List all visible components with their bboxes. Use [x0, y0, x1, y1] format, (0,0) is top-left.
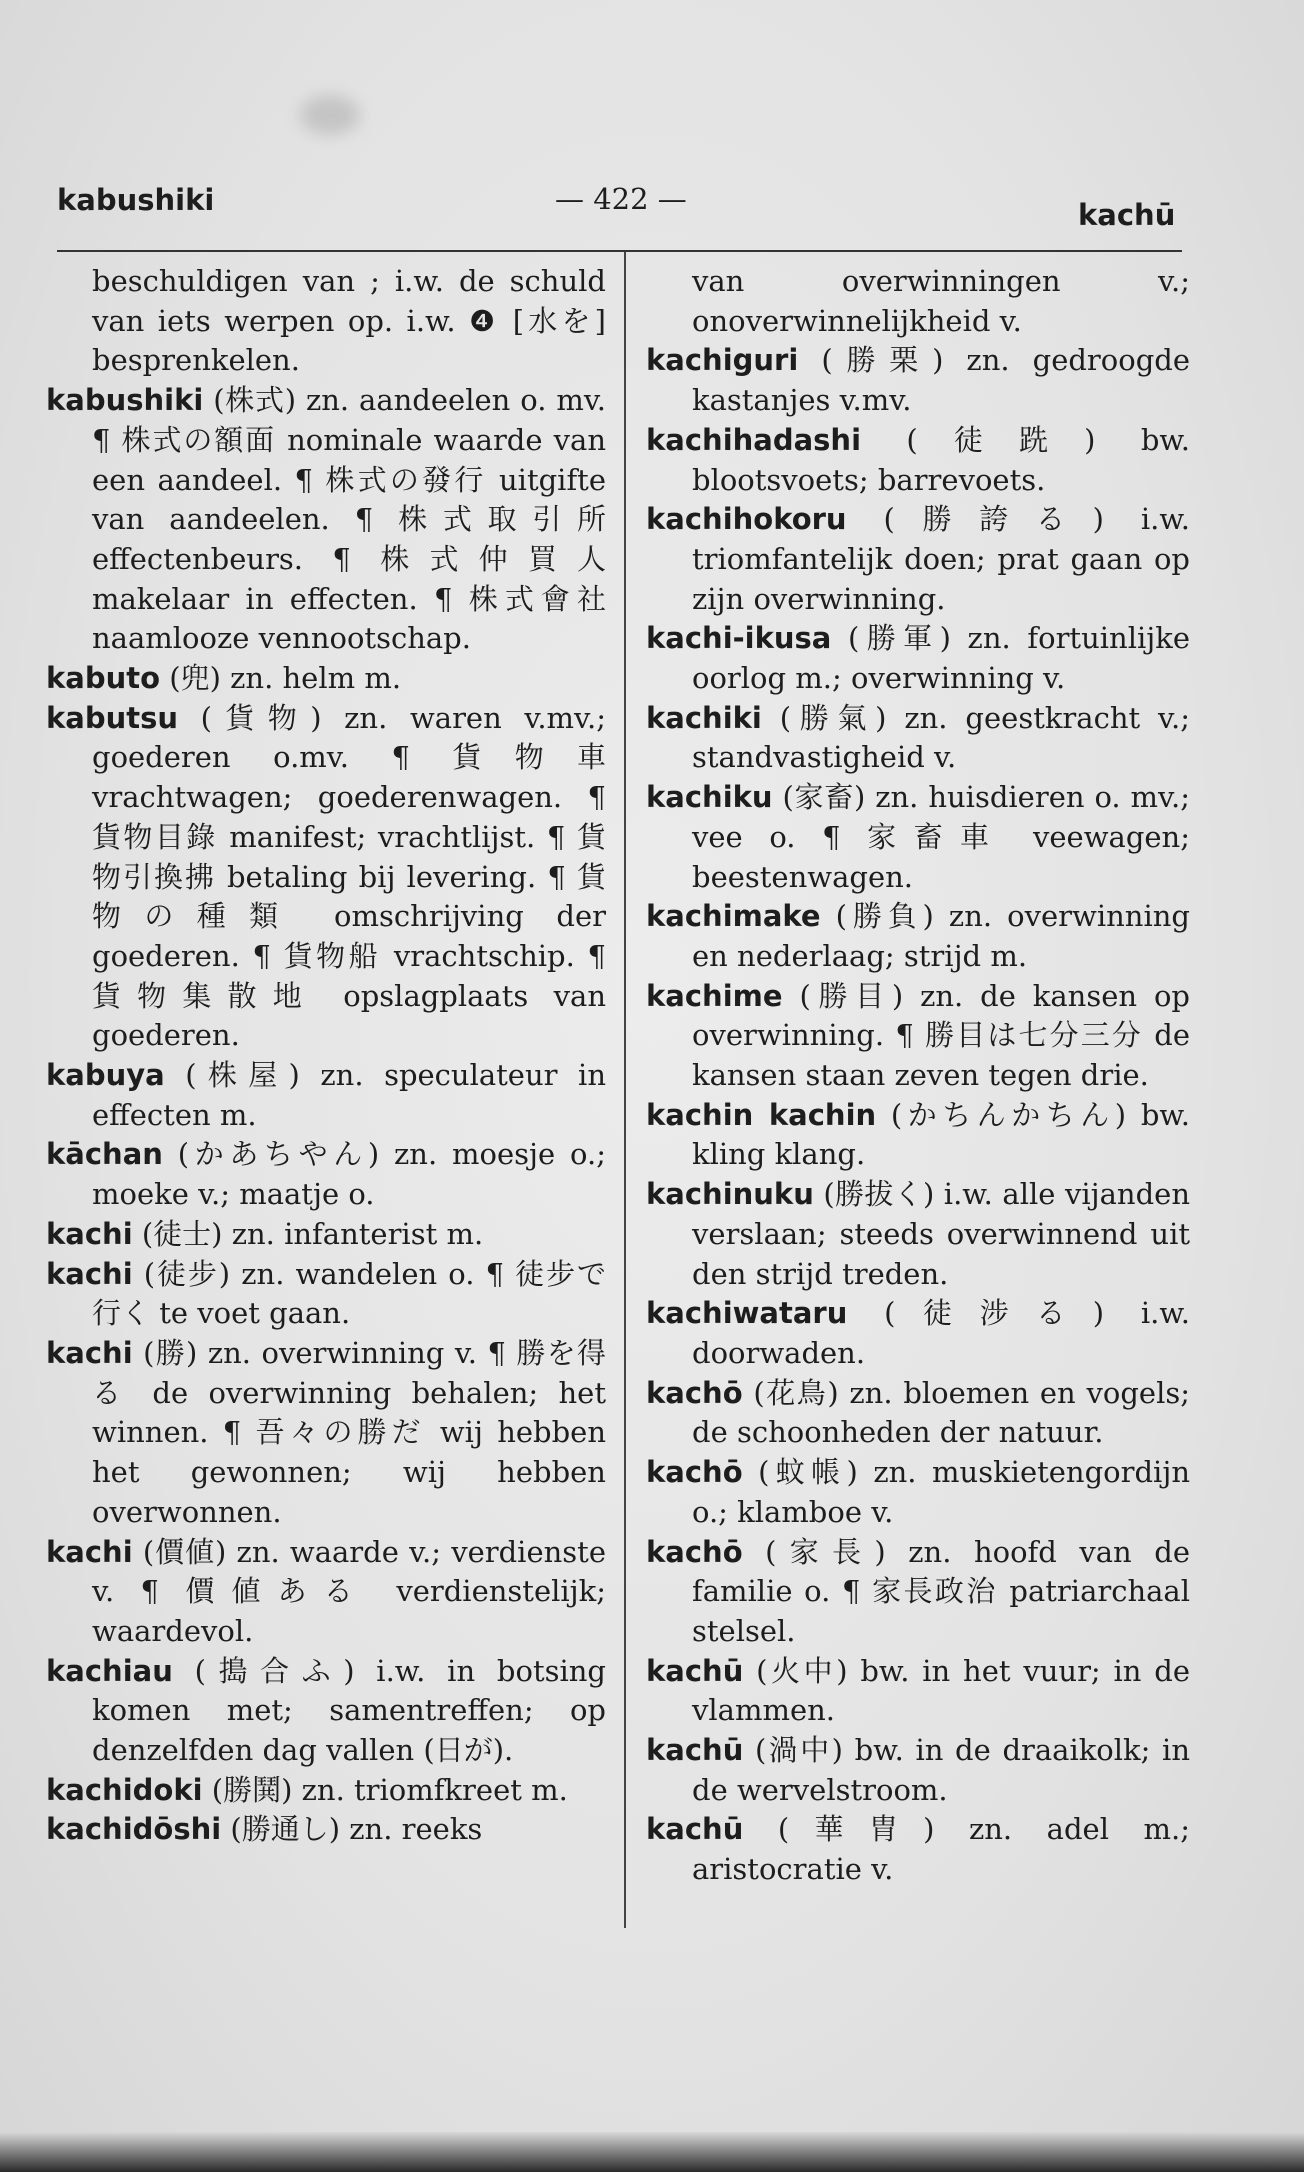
entry-text: (勝通し) zn. reeks: [221, 1812, 483, 1847]
headword: kachō: [646, 1375, 743, 1410]
dictionary-entry: [646, 500, 1190, 619]
dictionary-entry: [646, 341, 1190, 420]
dictionary-entry: [646, 1175, 1190, 1294]
headword: kachū: [646, 1653, 744, 1688]
dictionary-entry: [46, 262, 606, 381]
entry-text: (勝目) zn. de kansen op overwinning. ¶ 勝目は七分三分 de kansen staan zeven tegen drie.: [692, 978, 1190, 1093]
headword: kachiku: [646, 780, 773, 815]
headword: kachiki: [646, 700, 762, 735]
entry-text: (勝拔く) i.w. alle vijanden verslaan; steeds overwinnend uit den strijd treden.: [692, 1177, 1190, 1291]
page-bottom-shadow: [0, 2132, 1304, 2172]
headword: kachiguri: [646, 343, 799, 378]
entry-text: (家畜) zn. huisdieren o. mv.; vee o. ¶ 家畜車 veewagen; beestenwagen.: [692, 780, 1190, 894]
entry-text: (徒步) zn. wandelen o. ¶ 徒步で行く te voet gaan.: [92, 1256, 606, 1331]
entry-text: (貨物) zn. waren v.mv.; goederen o.mv. ¶ 貨物車 vrachtwagen; goederenwagen. ¶ 貨物目錄 manifest; vrachtlijst. ¶ 貨物引換拂 betaling bij levering. ¶ 貨物の種類 omschrijving der goederen. ¶ 貨物船 vrachtschip. ¶ 貨物集散地 opslagplaats van goederen.: [92, 700, 606, 1053]
dictionary-entry: [46, 1135, 606, 1214]
dictionary-entry: [646, 421, 1190, 500]
headword: kachiwataru: [646, 1296, 848, 1331]
header-right-guideword: kachū: [1078, 198, 1176, 232]
entry-text: (兜) zn. helm m.: [160, 661, 402, 696]
entry-text: (かちんかちん) bw. kling klang.: [692, 1097, 1190, 1172]
headword: kabushiki: [46, 383, 204, 418]
entry-text: (家長) zn. hoofd van de familie o. ¶ 家長政治 patriarchaal stelsel.: [692, 1534, 1190, 1648]
entry-text: (華胄) zn. adel m.; aristocratie v.: [692, 1812, 1190, 1887]
headword: kachime: [646, 978, 783, 1013]
entry-text: (價値) zn. waarde v.; verdienste v. ¶ 價値ある verdienstelijk; waardevol.: [92, 1534, 606, 1648]
headword: kabutsu: [46, 700, 179, 735]
headword: kachidōshi: [46, 1812, 222, 1847]
dictionary-entry: [646, 897, 1190, 976]
entry-text: (かあちやん) zn. moesje o.; moeke v.; maatje o.: [92, 1137, 606, 1212]
entry-text: (火中) bw. in het vuur; in de vlammen.: [692, 1653, 1190, 1728]
headword: kachū: [646, 1812, 744, 1847]
headword: kachihokoru: [646, 502, 847, 537]
dictionary-entry: [646, 699, 1190, 778]
dictionary-entry: [646, 1453, 1190, 1532]
page-number: — 422 —: [555, 182, 687, 216]
dictionary-entry: [46, 1215, 606, 1255]
dictionary-entry: [46, 659, 606, 699]
entry-text: (蚊帳) zn. muskietengordijn o.; klamboe v.: [692, 1455, 1190, 1529]
headword: kachū: [646, 1733, 744, 1768]
headword: kachihadashi: [646, 422, 862, 457]
right-column: [646, 262, 1190, 1890]
dictionary-entry: [646, 1374, 1190, 1453]
headword: kachinuku: [646, 1177, 814, 1212]
entry-text: (徒士) zn. infanterist m.: [132, 1216, 484, 1251]
headword: kabuya: [46, 1058, 165, 1093]
dictionary-entry: [646, 262, 1190, 341]
dictionary-entry: [46, 1533, 606, 1652]
entry-text: (花鳥) zn. bloemen en vogels; de schoonheden der natuur.: [692, 1375, 1190, 1450]
headword: kachō: [646, 1534, 743, 1569]
header-rule: [57, 250, 1182, 252]
dictionary-entry: [46, 381, 606, 659]
headword: kachō: [646, 1455, 743, 1490]
entry-text: (渦中) bw. in de draaikolk; in de wervelstroom.: [692, 1733, 1190, 1807]
headword: kachi: [46, 1335, 133, 1370]
dictionary-entry: [46, 1056, 606, 1135]
entry-text: (勝氣) zn. geestkracht v.; standvastigheid v.: [692, 700, 1190, 775]
entry-text: (勝誇る) i.w. triomfantelijk doen; prat gaan op zijn overwinning.: [692, 502, 1190, 616]
dictionary-entry: [46, 1771, 606, 1811]
headword: kachiau: [46, 1653, 173, 1688]
entry-text: (株式) zn. aandeelen o. mv. ¶ 株式の額面 nominale waarde van een aandeel. ¶ 株式の發行 uitgifte van aandeelen. ¶ 株式取引所 effectenbeurs. ¶ 株式仲買人 makelaar in effecten. ¶ 株式會社 naamlooze vennootschap.: [92, 383, 606, 656]
dictionary-entry: [646, 1533, 1190, 1652]
dictionary-entry: [46, 1334, 606, 1533]
entry-text: beschuldigen van ; i.w. de schuld van iets werpen op. i.w. ❹ [水を] besprenkelen.: [92, 264, 606, 378]
entry-text: van overwinningen v.; onoverwinnelijkheid v.: [692, 264, 1190, 338]
dictionary-entry: [646, 1731, 1190, 1810]
entry-text: (搗合ふ) i.w. in botsing komen met; samentreffen; op denzelfden dag vallen (日が).: [92, 1653, 606, 1768]
dictionary-entry: [646, 1810, 1190, 1889]
headword: kachimake: [646, 899, 821, 934]
column-divider: [624, 252, 626, 1928]
dictionary-entry: [646, 778, 1190, 897]
headword: kachin kachin: [646, 1097, 877, 1132]
headword: kachi: [46, 1216, 133, 1251]
dictionary-entry: [46, 699, 606, 1056]
entry-text: (勝栗) zn. gedroogde kastanjes v.mv.: [692, 343, 1190, 418]
entry-text: (勝) zn. overwinning v. ¶ 勝を得る de overwinning behalen; het winnen. ¶ 吾々の勝だ wij hebben het gewonnen; wij hebben overwonnen.: [92, 1335, 606, 1529]
headword: kachi: [46, 1256, 133, 1291]
dictionary-entry: [646, 1294, 1190, 1373]
dictionary-entry: [646, 619, 1190, 698]
headword: kabuto: [46, 661, 161, 696]
dictionary-entry: [646, 1096, 1190, 1175]
dictionary-entry: [46, 1810, 606, 1850]
headword: kachi: [46, 1534, 133, 1569]
entry-text: (株屋) zn. speculateur in effecten m.: [92, 1058, 606, 1132]
entry-text: (勝軍) zn. fortuinlijke oorlog m.; overwinning v.: [692, 621, 1190, 696]
dictionary-entry: [46, 1652, 606, 1771]
entry-text: (徒跣) bw. blootsvoets; barrevoets.: [692, 422, 1190, 497]
headword: kāchan: [46, 1137, 163, 1172]
headword: kachi-ikusa: [646, 621, 832, 656]
dictionary-entry: [646, 1652, 1190, 1731]
dictionary-entry: [46, 1255, 606, 1334]
entry-text: (勝鬨) zn. triomfkreet m.: [202, 1772, 568, 1807]
left-column: [46, 262, 606, 1850]
entry-text: (勝負) zn. overwinning en nederlaag; strijd m.: [692, 899, 1190, 973]
entry-text: (徒涉る) i.w. doorwaden.: [692, 1296, 1190, 1370]
headword: kachidoki: [46, 1772, 203, 1807]
header-left-guideword: kabushiki: [57, 183, 215, 217]
dictionary-entry: [646, 977, 1190, 1096]
ink-smudge: [300, 95, 360, 135]
